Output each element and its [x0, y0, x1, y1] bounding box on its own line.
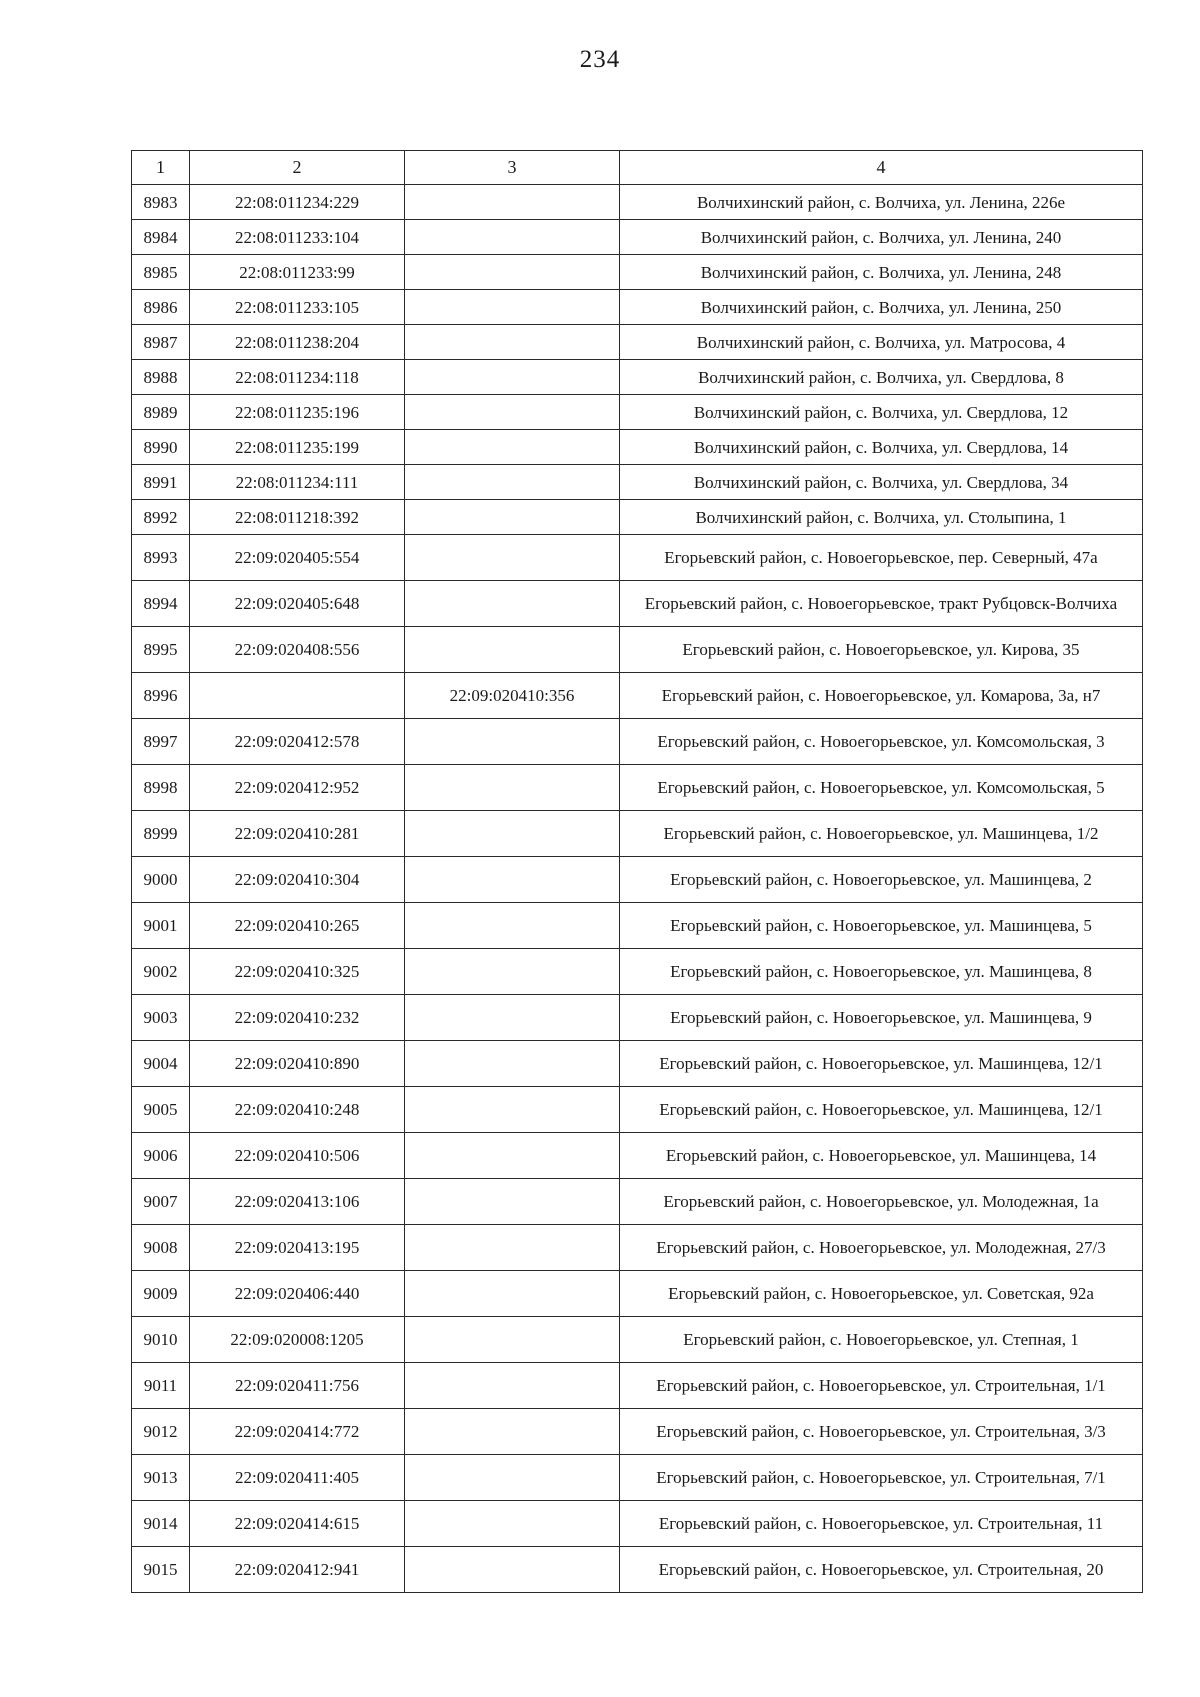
cadastral-number-alt-cell: [405, 220, 620, 255]
row-number-cell: 8985: [132, 255, 190, 290]
address-cell: Егорьевский район, с. Новоегорьевское, ул. Молодежная, 1а: [620, 1179, 1143, 1225]
address-cell: Волчихинский район, с. Волчиха, ул. Ленина, 226е: [620, 185, 1143, 220]
row-number-cell: 9001: [132, 903, 190, 949]
row-number-cell: 9006: [132, 1133, 190, 1179]
address-cell: Егорьевский район, с. Новоегорьевское, пер. Северный, 47а: [620, 535, 1143, 581]
cadastral-number-cell: 22:09:020414:615: [190, 1501, 405, 1547]
row-number-cell: 9007: [132, 1179, 190, 1225]
row-number-cell: 9011: [132, 1363, 190, 1409]
address-cell: Егорьевский район, с. Новоегорьевское, ул. Степная, 1: [620, 1317, 1143, 1363]
cadastral-number-cell: 22:08:011235:196: [190, 395, 405, 430]
cadastral-number-cell: 22:09:020412:578: [190, 719, 405, 765]
table-row: [132, 1547, 1143, 1593]
table-row: [132, 360, 1143, 395]
row-number-cell: 9009: [132, 1271, 190, 1317]
cadastral-number-cell: 22:08:011234:111: [190, 465, 405, 500]
address-cell: Егорьевский район, с. Новоегорьевское, тракт Рубцовск-Волчиха: [620, 581, 1143, 627]
address-cell: Волчихинский район, с. Волчиха, ул. Свердлова, 8: [620, 360, 1143, 395]
cadastral-number-alt-cell: [405, 290, 620, 325]
row-number-cell: 8983: [132, 185, 190, 220]
cadastral-number-alt-cell: [405, 185, 620, 220]
cadastral-number-alt-cell: [405, 1455, 620, 1501]
cadastral-number-cell: 22:09:020410:506: [190, 1133, 405, 1179]
row-number-cell: 9014: [132, 1501, 190, 1547]
address-cell: Волчихинский район, с. Волчиха, ул. Ленина, 248: [620, 255, 1143, 290]
cadastral-number-alt-cell: [405, 430, 620, 465]
cadastral-number-cell: 22:09:020410:281: [190, 811, 405, 857]
row-number-cell: 8984: [132, 220, 190, 255]
table-row: [132, 395, 1143, 430]
row-number-cell: 8999: [132, 811, 190, 857]
cadastral-number-cell: 22:09:020411:405: [190, 1455, 405, 1501]
table-row: [132, 1501, 1143, 1547]
address-cell: Егорьевский район, с. Новоегорьевское, ул. Машинцева, 5: [620, 903, 1143, 949]
cadastral-number-alt-cell: [405, 395, 620, 430]
address-cell: Егорьевский район, с. Новоегорьевское, ул. Строительная, 7/1: [620, 1455, 1143, 1501]
cadastral-number-cell: 22:08:011233:104: [190, 220, 405, 255]
cadastral-number-alt-cell: [405, 857, 620, 903]
cadastral-number-cell: 22:09:020410:890: [190, 1041, 405, 1087]
table-row: [132, 220, 1143, 255]
row-number-cell: 9008: [132, 1225, 190, 1271]
table-row: [132, 1363, 1143, 1409]
cadastral-number-cell: 22:09:020412:952: [190, 765, 405, 811]
table-row: [132, 995, 1143, 1041]
cadastral-number-cell: 22:09:020413:195: [190, 1225, 405, 1271]
cadastral-number-cell: 22:09:020412:941: [190, 1547, 405, 1593]
cadastral-number-cell: 22:09:020008:1205: [190, 1317, 405, 1363]
cadastral-number-cell: 22:08:011238:204: [190, 325, 405, 360]
address-cell: Волчихинский район, с. Волчиха, ул. Ленина, 240: [620, 220, 1143, 255]
table-body: [132, 185, 1143, 1593]
row-number-cell: 8990: [132, 430, 190, 465]
table-row: [132, 255, 1143, 290]
table-row: [132, 500, 1143, 535]
cadastral-number-alt-cell: [405, 765, 620, 811]
address-cell: Егорьевский район, с. Новоегорьевское, ул. Кирова, 35: [620, 627, 1143, 673]
page-number: 234: [579, 46, 621, 73]
cadastral-number-cell: 22:08:011235:199: [190, 430, 405, 465]
row-number-cell: 8987: [132, 325, 190, 360]
column-header-4: 4: [620, 151, 1143, 185]
table-row: [132, 1409, 1143, 1455]
cadastral-number-cell: 22:09:020405:648: [190, 581, 405, 627]
table-row: [132, 465, 1143, 500]
table-row: [132, 581, 1143, 627]
cadastral-number-cell: 22:08:011233:105: [190, 290, 405, 325]
address-cell: Егорьевский район, с. Новоегорьевское, ул. Строительная, 20: [620, 1547, 1143, 1593]
table-header: [132, 151, 1143, 185]
address-cell: Егорьевский район, с. Новоегорьевское, ул. Строительная, 11: [620, 1501, 1143, 1547]
cadastral-number-alt-cell: [405, 1363, 620, 1409]
row-number-cell: 8998: [132, 765, 190, 811]
cadastral-number-alt-cell: [405, 949, 620, 995]
table-row: [132, 673, 1143, 719]
cadastral-number-cell: 22:09:020413:106: [190, 1179, 405, 1225]
cadastral-number-cell: 22:08:011234:229: [190, 185, 405, 220]
table-row: [132, 811, 1143, 857]
cadastral-number-alt-cell: [405, 995, 620, 1041]
cadastral-number-alt-cell: [405, 1041, 620, 1087]
cadastral-number-cell: 22:09:020410:232: [190, 995, 405, 1041]
cadastral-number-cell: 22:09:020410:248: [190, 1087, 405, 1133]
row-number-cell: 8994: [132, 581, 190, 627]
cadastral-number-alt-cell: [405, 1547, 620, 1593]
row-number-cell: 8995: [132, 627, 190, 673]
table-row: [132, 1317, 1143, 1363]
cadastral-number-cell: 22:09:020405:554: [190, 535, 405, 581]
cadastral-number-alt-cell: [405, 325, 620, 360]
address-cell: Волчихинский район, с. Волчиха, ул. Свердлова, 34: [620, 465, 1143, 500]
cadastral-number-alt-cell: [405, 1179, 620, 1225]
cadastral-number-cell: 22:08:011218:392: [190, 500, 405, 535]
row-number-cell: 8989: [132, 395, 190, 430]
cadastral-number-cell: 22:09:020408:556: [190, 627, 405, 673]
row-number-cell: 9005: [132, 1087, 190, 1133]
address-cell: Волчихинский район, с. Волчиха, ул. Столыпина, 1: [620, 500, 1143, 535]
row-number-cell: 9015: [132, 1547, 190, 1593]
row-number-cell: 9003: [132, 995, 190, 1041]
table-row: [132, 857, 1143, 903]
table-row: [132, 430, 1143, 465]
cadastral-number-alt-cell: [405, 465, 620, 500]
address-cell: Егорьевский район, с. Новоегорьевское, ул. Комарова, 3а, н7: [620, 673, 1143, 719]
address-cell: Егорьевский район, с. Новоегорьевское, ул. Строительная, 1/1: [620, 1363, 1143, 1409]
cadastral-number-alt-cell: [405, 1501, 620, 1547]
row-number-cell: 8991: [132, 465, 190, 500]
address-cell: Егорьевский район, с. Новоегорьевское, ул. Молодежная, 27/3: [620, 1225, 1143, 1271]
cadastral-number-cell: 22:09:020410:325: [190, 949, 405, 995]
row-number-cell: 8996: [132, 673, 190, 719]
header-row: [132, 151, 1143, 185]
column-header-1: 1: [132, 151, 190, 185]
cadastral-number-alt-cell: [405, 811, 620, 857]
cadastral-number-alt-cell: [405, 255, 620, 290]
cadastral-number-alt-cell: [405, 1409, 620, 1455]
address-cell: Егорьевский район, с. Новоегорьевское, ул. Машинцева, 1/2: [620, 811, 1143, 857]
table-row: [132, 719, 1143, 765]
table-row: [132, 1225, 1143, 1271]
cadastral-number-cell: 22:08:011233:99: [190, 255, 405, 290]
cadastral-number-alt-cell: [405, 1271, 620, 1317]
cadastral-number-cell: 22:09:020414:772: [190, 1409, 405, 1455]
cadastral-number-alt-cell: [405, 719, 620, 765]
address-cell: Егорьевский район, с. Новоегорьевское, ул. Машинцева, 12/1: [620, 1087, 1143, 1133]
table-row: [132, 765, 1143, 811]
address-cell: Егорьевский район, с. Новоегорьевское, ул. Машинцева, 2: [620, 857, 1143, 903]
address-cell: Егорьевский район, с. Новоегорьевское, ул. Комсомольская, 5: [620, 765, 1143, 811]
address-cell: Егорьевский район, с. Новоегорьевское, ул. Машинцева, 14: [620, 1133, 1143, 1179]
row-number-cell: 8986: [132, 290, 190, 325]
table-row: [132, 1271, 1143, 1317]
cadastral-number-alt-cell: [405, 627, 620, 673]
address-cell: Волчихинский район, с. Волчиха, ул. Ленина, 250: [620, 290, 1143, 325]
cadastral-number-alt-cell: [405, 535, 620, 581]
cadastral-number-alt-cell: [405, 500, 620, 535]
address-cell: Волчихинский район, с. Волчиха, ул. Матросова, 4: [620, 325, 1143, 360]
table-row: [132, 535, 1143, 581]
registry-table: [131, 150, 1143, 1593]
table-row: [132, 1455, 1143, 1501]
address-cell: Волчихинский район, с. Волчиха, ул. Свердлова, 14: [620, 430, 1143, 465]
cadastral-number-alt-cell: [405, 1317, 620, 1363]
cadastral-number-cell: 22:08:011234:118: [190, 360, 405, 395]
cadastral-number-alt-cell: [405, 903, 620, 949]
row-number-cell: 8988: [132, 360, 190, 395]
cadastral-number-cell: 22:09:020410:265: [190, 903, 405, 949]
row-number-cell: 9002: [132, 949, 190, 995]
address-cell: Егорьевский район, с. Новоегорьевское, ул. Машинцева, 12/1: [620, 1041, 1143, 1087]
table-row: [132, 325, 1143, 360]
table-row: [132, 1179, 1143, 1225]
address-cell: Егорьевский район, с. Новоегорьевское, ул. Машинцева, 9: [620, 995, 1143, 1041]
row-number-cell: 9012: [132, 1409, 190, 1455]
row-number-cell: 9004: [132, 1041, 190, 1087]
address-cell: Егорьевский район, с. Новоегорьевское, ул. Советская, 92а: [620, 1271, 1143, 1317]
address-cell: Егорьевский район, с. Новоегорьевское, ул. Строительная, 3/3: [620, 1409, 1143, 1455]
cadastral-number-alt-cell: [405, 360, 620, 395]
row-number-cell: 8997: [132, 719, 190, 765]
cadastral-number-cell: [190, 673, 405, 719]
cadastral-number-cell: 22:09:020411:756: [190, 1363, 405, 1409]
cadastral-number-cell: 22:09:020410:304: [190, 857, 405, 903]
column-header-3: 3: [405, 151, 620, 185]
table-row: [132, 627, 1143, 673]
address-cell: Егорьевский район, с. Новоегорьевское, ул. Комсомольская, 3: [620, 719, 1143, 765]
row-number-cell: 8992: [132, 500, 190, 535]
cadastral-number-alt-cell: [405, 1087, 620, 1133]
column-header-2: 2: [190, 151, 405, 185]
cadastral-number-cell: 22:09:020406:440: [190, 1271, 405, 1317]
cadastral-number-alt-cell: 22:09:020410:356: [405, 673, 620, 719]
row-number-cell: 9000: [132, 857, 190, 903]
table-row: [132, 1041, 1143, 1087]
table-row: [132, 290, 1143, 325]
address-cell: Волчихинский район, с. Волчиха, ул. Свердлова, 12: [620, 395, 1143, 430]
table-row: [132, 1133, 1143, 1179]
address-cell: Егорьевский район, с. Новоегорьевское, ул. Машинцева, 8: [620, 949, 1143, 995]
row-number-cell: 9013: [132, 1455, 190, 1501]
table-row: [132, 185, 1143, 220]
cadastral-number-alt-cell: [405, 1133, 620, 1179]
cadastral-number-alt-cell: [405, 1225, 620, 1271]
cadastral-number-alt-cell: [405, 581, 620, 627]
row-number-cell: 9010: [132, 1317, 190, 1363]
table-row: [132, 949, 1143, 995]
row-number-cell: 8993: [132, 535, 190, 581]
table-row: [132, 1087, 1143, 1133]
table-row: [132, 903, 1143, 949]
